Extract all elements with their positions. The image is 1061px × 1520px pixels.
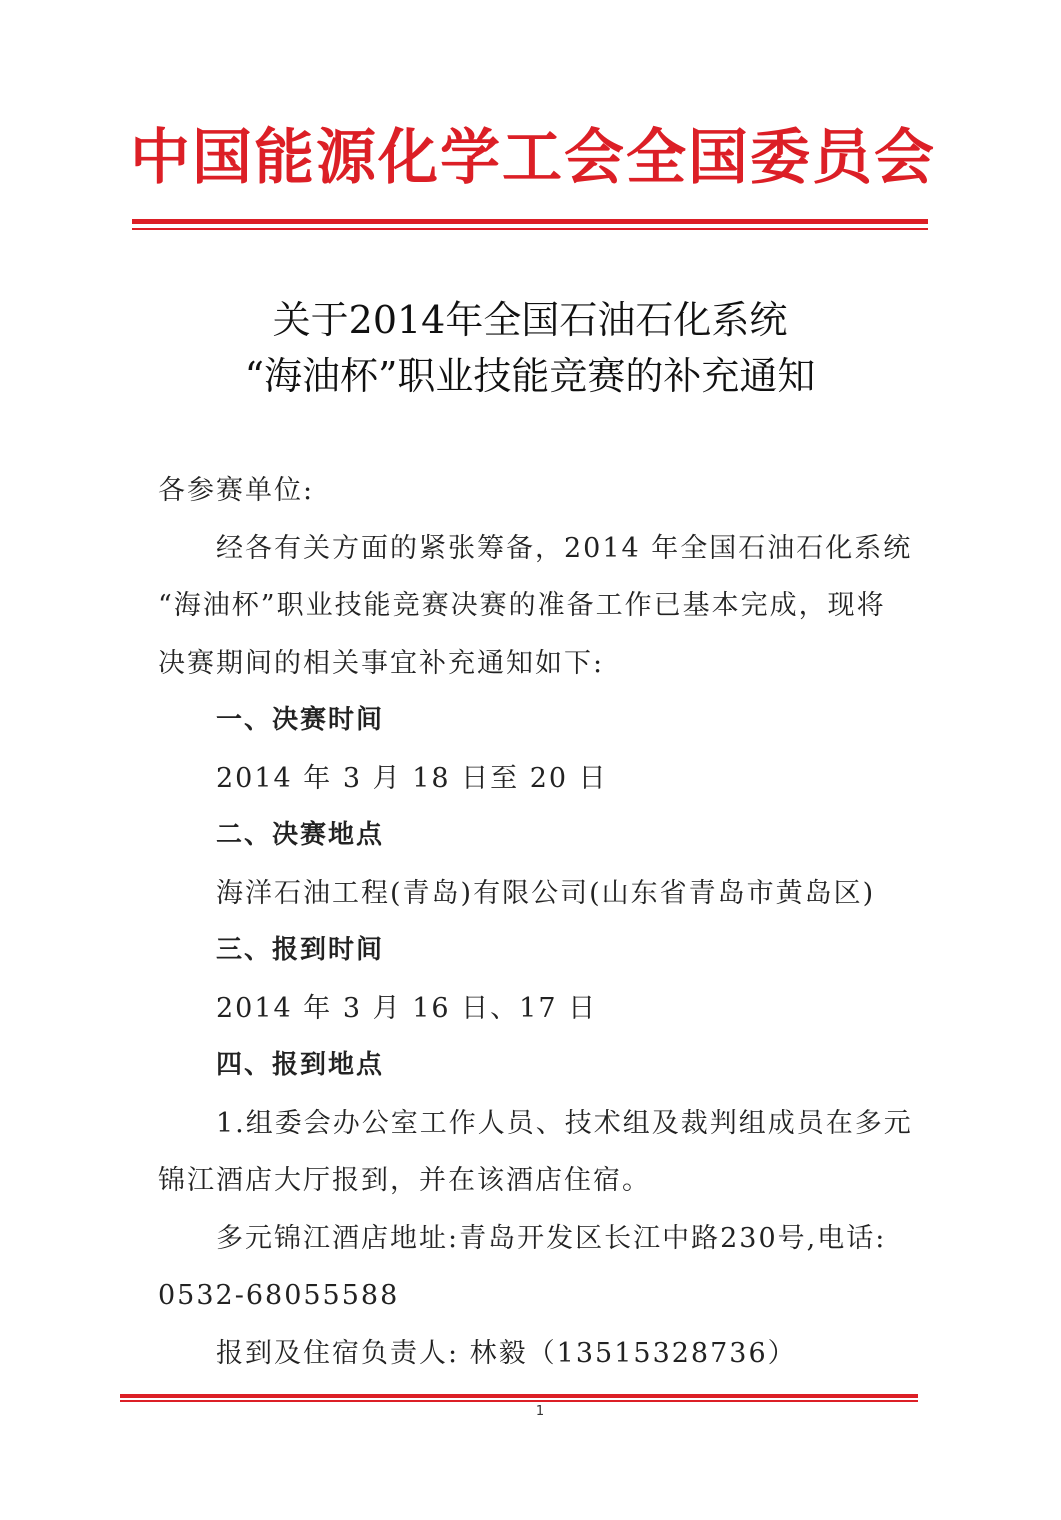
title-line-1: 关于2014年全国石油石化系统	[272, 298, 788, 342]
section-3-text: 2014 年 3 月 16 日、17 日	[216, 992, 598, 1024]
footer-rule-thin	[120, 1400, 918, 1402]
organization-header: 中国能源化学工会全国委员会	[130, 123, 936, 193]
section-2-heading: 二、决赛地点	[216, 820, 385, 850]
document-body	[158, 462, 928, 1382]
intro-line-2: “海油杯”职业技能竞赛决赛的准备工作已基本完成，现将	[158, 590, 886, 621]
footer-rule-thick	[120, 1394, 918, 1398]
section-1-text: 2014 年 3 月 18 日至 20 日	[216, 762, 608, 794]
title-line-2: “海油杯”职业技能竞赛的补充通知	[244, 354, 816, 398]
salutation: 各参赛单位:	[158, 475, 315, 506]
hotel-address-line-1: 多元锦江酒店地址:青岛开发区长江中路230号,电话:	[216, 1222, 887, 1254]
section-1-heading: 一、决赛时间	[216, 705, 385, 735]
intro-line-3: 决赛期间的相关事宜补充通知如下:	[158, 647, 605, 679]
section-2-text: 海洋石油工程(青岛)有限公司(山东省青岛市黄岛区)	[216, 877, 876, 909]
header-rule-thin	[132, 228, 928, 230]
document-title	[130, 292, 930, 404]
section-4-item-1-line-2: 锦江酒店大厅报到，并在该酒店住宿。	[158, 1165, 651, 1196]
page-number: 1	[535, 1404, 545, 1419]
section-4-heading: 四、报到地点	[216, 1050, 385, 1080]
hotel-address-line-2: 0532-68055588	[158, 1280, 400, 1311]
contact-line: 报到及住宿负责人: 林毅（13515328736）	[216, 1337, 797, 1369]
header-rule-thick	[132, 219, 928, 224]
intro-line-1: 经各有关方面的紧张筹备，2014 年全国石油石化系统	[216, 532, 913, 564]
section-3-heading: 三、报到时间	[216, 935, 385, 965]
section-4-item-1-line-1: 1.组委会办公室工作人员、技术组及裁判组成员在多元	[216, 1107, 913, 1139]
